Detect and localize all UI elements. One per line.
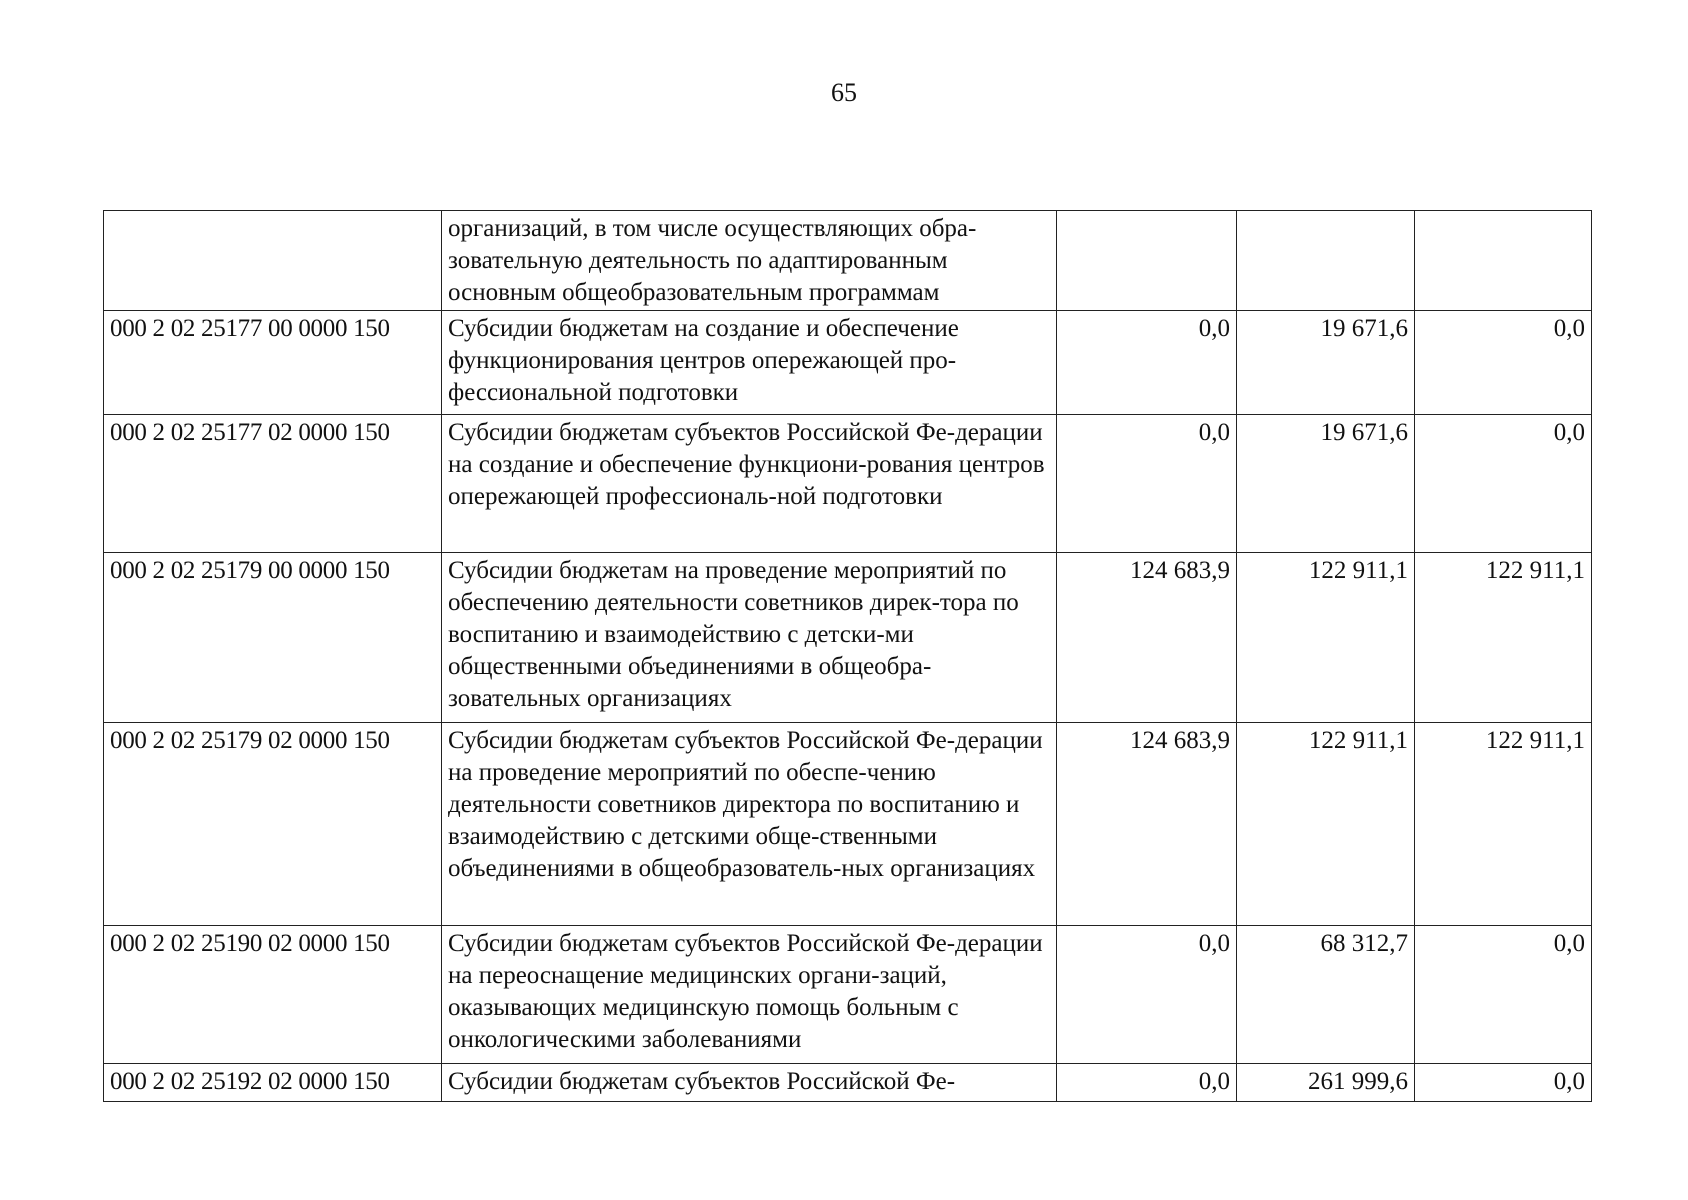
table-row — [104, 311, 1592, 415]
table-row — [104, 211, 1592, 311]
budget-code-cell: 000 2 02 25179 02 0000 150 — [104, 723, 442, 926]
value-cell-year-2: 261 999,6 — [1237, 1064, 1415, 1102]
value-cell-year-3 — [1415, 211, 1592, 311]
value-cell-year-3: 0,0 — [1415, 311, 1592, 415]
revenue-name-cell: Субсидии бюджетам субъектов Российской Фе-дерации на создание и обеспечение функциони-рования центров опережающей профессиональ-ной подготовки — [442, 415, 1057, 553]
budget-code-cell: 000 2 02 25179 00 0000 150 — [104, 553, 442, 723]
value-cell-year-1: 124 683,9 — [1057, 553, 1237, 723]
budget-code-cell: 000 2 02 25177 00 0000 150 — [104, 311, 442, 415]
revenue-name-cell: Субсидии бюджетам на создание и обеспечение функционирования центров опережающей про-фессиональной подготовки — [442, 311, 1057, 415]
value-cell-year-3: 122 911,1 — [1415, 723, 1592, 926]
budget-code-cell: 000 2 02 25177 02 0000 150 — [104, 415, 442, 553]
table-row — [104, 553, 1592, 723]
value-cell-year-2: 122 911,1 — [1237, 723, 1415, 926]
budget-code-cell: 000 2 02 25192 02 0000 150 — [104, 1064, 442, 1102]
value-cell-year-2: 68 312,7 — [1237, 926, 1415, 1064]
value-cell-year-3: 0,0 — [1415, 415, 1592, 553]
value-cell-year-3: 122 911,1 — [1415, 553, 1592, 723]
revenue-name-cell: организаций, в том числе осуществляющих обра-зовательную деятельность по адаптированным основным общеобразовательным программам — [442, 211, 1057, 311]
value-cell-year-3: 0,0 — [1415, 926, 1592, 1064]
revenue-name-cell: Субсидии бюджетам субъектов Российской Фе-дерации на переоснащение медицинских органи-заций, оказывающих медицинскую помощь больным с онкологическими заболеваниями — [442, 926, 1057, 1064]
value-cell-year-1: 0,0 — [1057, 926, 1237, 1064]
value-cell-year-1: 0,0 — [1057, 415, 1237, 553]
table-row — [104, 1064, 1592, 1102]
table-row — [104, 415, 1592, 553]
value-cell-year-1: 0,0 — [1057, 1064, 1237, 1102]
revenue-name-cell: Субсидии бюджетам субъектов Российской Фе- — [442, 1064, 1057, 1102]
budget-code-cell: 000 2 02 25190 02 0000 150 — [104, 926, 442, 1064]
value-cell-year-1: 0,0 — [1057, 311, 1237, 415]
revenue-name-cell: Субсидии бюджетам субъектов Российской Фе-дерации на проведение мероприятий по обеспе-чению деятельности советников директора по воспитанию и взаимодействию с детскими обще-ственными объединениями в общеобразователь-ных организациях — [442, 723, 1057, 926]
budget-revenue-table — [103, 210, 1592, 1102]
table-row — [104, 723, 1592, 926]
page-number: 65 — [831, 78, 857, 107]
value-cell-year-1: 124 683,9 — [1057, 723, 1237, 926]
revenue-name-cell: Субсидии бюджетам на проведение мероприятий по обеспечению деятельности советников дирек-тора по воспитанию и взаимодействию с детски-ми общественными объединениями в общеобра-зовательных организациях — [442, 553, 1057, 723]
value-cell-year-3: 0,0 — [1415, 1064, 1592, 1102]
table-row — [104, 926, 1592, 1064]
value-cell-year-1 — [1057, 211, 1237, 311]
value-cell-year-2: 122 911,1 — [1237, 553, 1415, 723]
value-cell-year-2: 19 671,6 — [1237, 415, 1415, 553]
value-cell-year-2 — [1237, 211, 1415, 311]
budget-code-cell — [104, 211, 442, 311]
value-cell-year-2: 19 671,6 — [1237, 311, 1415, 415]
